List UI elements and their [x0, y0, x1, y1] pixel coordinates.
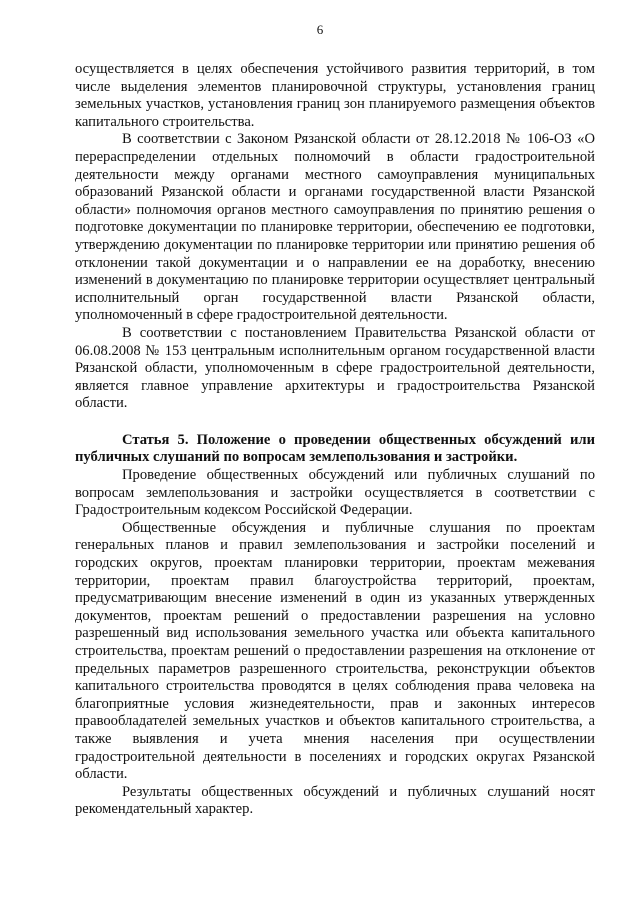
paragraph-hearings-results: Результаты общественных обсуждений и публичных слушаний носят рекомендательный характер.	[75, 783, 595, 818]
article-5-heading: Статья 5. Положение о проведении общественных обсуждений или публичных слушаний по вопросам землепользования и застройки.	[75, 431, 595, 466]
paragraph-law-reference: В соответствии с Законом Рязанской области от 28.12.2018 № 106-ОЗ «О перераспределении отдельных полномочий в области градостроительной деятельности между органами местного самоуправления муниципальных образований Рязанской области и органами государственной власти Рязанской области» полномочия органов местного самоуправления по принятию решения о подготовке документации по планировке территории, обеспечению ее подготовки, утверждению документации по планировке территории или принятию решения об отклонении такой документации и о направлении ее на доработку, внесению изменений в документацию по планировке территории осуществляет центральный исполнительный орган государственной власти Рязанской области, уполномоченный в сфере градостроительной деятельности.	[75, 131, 595, 324]
section-spacer	[75, 413, 595, 432]
paragraph-government-resolution: В соответствии с постановлением Правительства Рязанской области от 06.08.2008 № 153 центральным исполнительным органом государственной власти Рязанской области, уполномоченным в сфере градостроительной деятельности, является главное управление архитектуры и градостроительства Рязанской области.	[75, 324, 595, 412]
paragraph-hearings-purpose: Общественные обсуждения и публичные слушания по проектам генеральных планов и правил землепользования и застройки поселений и городских округов, проектам планировки территории, проектам межевания территории, проектам правил благоустройства территорий, проектам, предусматривающим внесение изменений в один из указанных утвержденных документов, проектам решений о предоставлении разрешения на условно разрешенный вид использования земельного участка или объекта капитального строительства, проектам решений о предоставлении разрешения на отклонение от предельных параметров разрешенного строительства, реконструкции объектов капитального строительства проводятся в целях соблюдения права человека на благоприятные условия жизнедеятельности, прав и законных интересов правообладателей земельных участков и объектов капитального строительства, а также выявления и учета мнения населения при осуществлении градостроительной деятельности в поселениях и городских округах Рязанской области.	[75, 519, 595, 783]
page-number: 6	[316, 22, 324, 37]
paragraph-hearings-procedure: Проведение общественных обсуждений или публичных слушаний по вопросам землепользования и застройки осуществляется в соответствии с Градостроительным кодексом Российской Федерации.	[75, 467, 595, 519]
paragraph-continuation: осуществляется в целях обеспечения устойчивого развития территорий, в том числе выделения элементов планировочной структуры, установления границ земельных участков, установления границ зон планируемого размещения объектов капитального строительства.	[75, 61, 595, 130]
document-body	[75, 61, 595, 819]
